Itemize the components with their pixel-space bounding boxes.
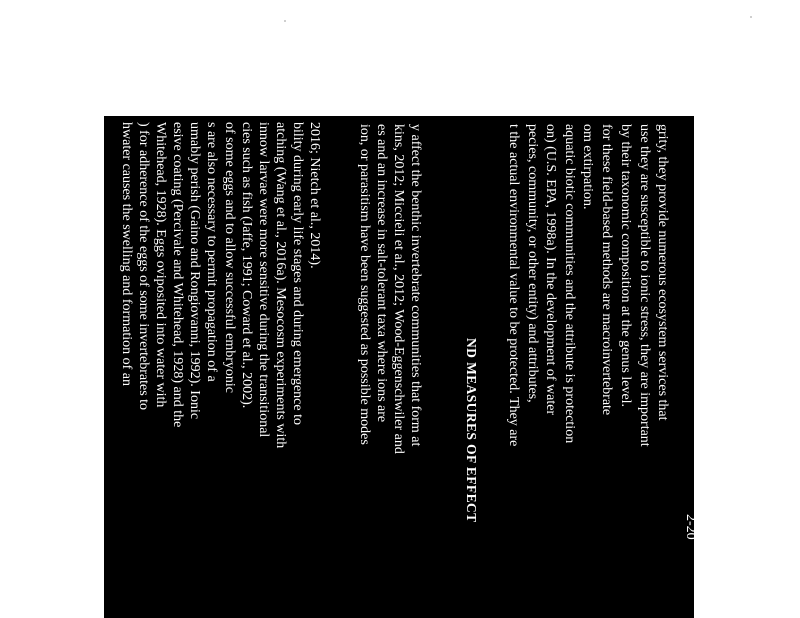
paragraph-3-line: on) (U.S. EPA, 1998a). In the development of water bbox=[543, 124, 558, 416]
paragraph-1-line: Whitehead, 1928). Eggs oviposited into water with bbox=[153, 122, 168, 408]
scan-speck-right bbox=[750, 16, 752, 18]
scan-speck-top bbox=[284, 20, 286, 22]
paragraph-3-line: t the actual environmental value to be protected. They are bbox=[506, 124, 521, 447]
paragraph-1-line: esive coating (Percivale and Whitehead, 1928) and the bbox=[170, 122, 185, 428]
paragraph-1-line: bility during early life stages and during emergence to bbox=[290, 122, 305, 425]
scanned-document-page bbox=[104, 116, 698, 618]
paragraph-3-line: by their taxonomic composition at the genus level. bbox=[618, 124, 633, 408]
paragraph-3-line: pecies, community, or other entity) and attributes, bbox=[525, 124, 540, 403]
paragraph-3-line: grity, they provide numerous ecosystem services that bbox=[655, 124, 670, 421]
page-number: 2-20 bbox=[683, 514, 698, 540]
paragraph-1-line: ) for adherence of the eggs of some invertebrates to bbox=[136, 122, 151, 411]
paragraph-3-line: aquatic biotic communities and the attribute is protection bbox=[562, 124, 577, 444]
paragraph-1-line: 2016; Nietch et al., 2014). bbox=[307, 122, 322, 269]
paragraph-2-line: y affect the benthic invertebrate communities that form at bbox=[408, 124, 423, 447]
paragraph-1-line: umably perish (Gaino and Rongiovanni, 1992). Ionic bbox=[187, 122, 202, 420]
paragraph-3-line: for these field-based methods are macroinvertebrate bbox=[599, 124, 614, 416]
paragraph-2-line: es and an increase in salt-tolerant taxa where ions are bbox=[374, 124, 389, 423]
paragraph-3-line: use they are susceptible to ionic stress, they are important bbox=[637, 124, 652, 447]
paragraph-1-line: innow larvae were more sensitive during the transitional bbox=[256, 122, 271, 438]
paragraph-1-line: atching (Wang et al., 2016a). Mesocosm experiments with bbox=[273, 122, 288, 449]
section-heading: ND MEASURES OF EFFECT bbox=[464, 338, 479, 523]
paragraph-1-line: hwater causes the swelling and formation of an bbox=[119, 122, 134, 386]
paragraph-1-line: s are also necessary to permit propagation of a bbox=[204, 122, 219, 382]
paragraph-1-line: cies such as fish (Jaffe, 1991; Coward et al., 2002). bbox=[239, 122, 254, 409]
paragraph-2-line: kins, 2012; Miccieli et al., 2012; Wood-Eggenschwiler and bbox=[391, 124, 406, 454]
document-body bbox=[104, 116, 698, 618]
paragraph-1-line: of some eggs and to allow successful embryonic bbox=[222, 122, 237, 393]
rotated-text-frame bbox=[104, 116, 698, 618]
paragraph-2-line: ion, or parasitism have been suggested as possible modes bbox=[357, 124, 372, 445]
paragraph-3-line: om extirpation. bbox=[580, 124, 595, 210]
